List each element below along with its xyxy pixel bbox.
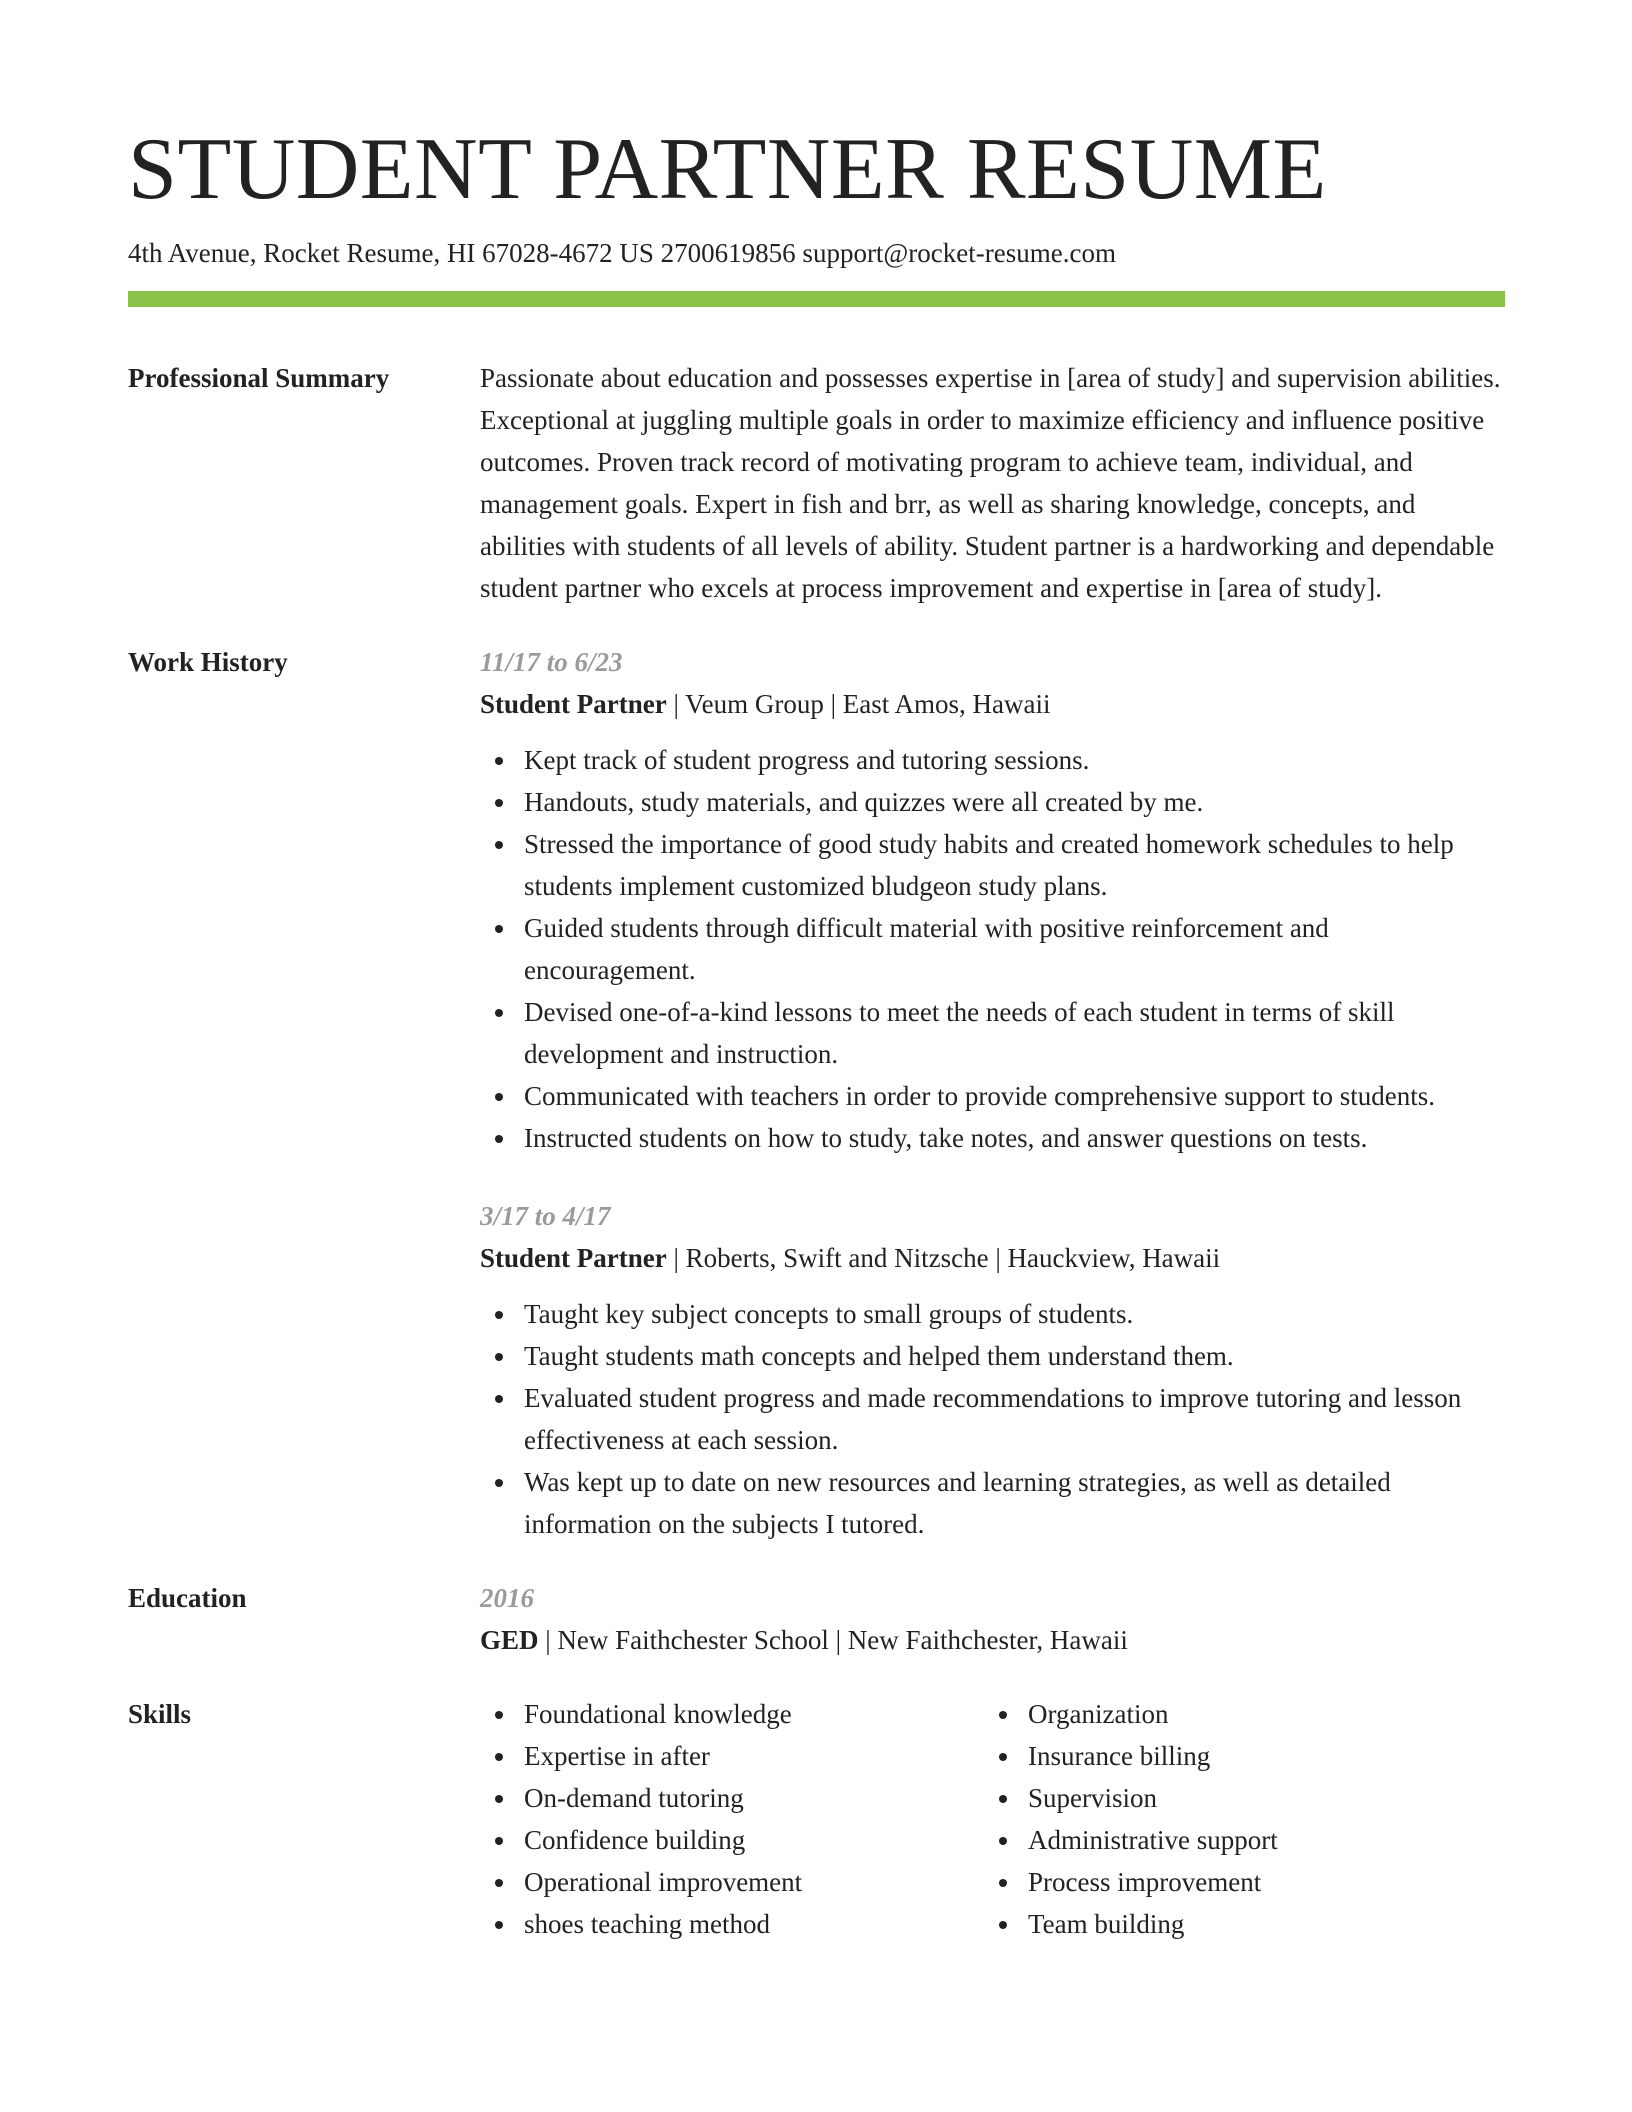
job-title: Student Partner — [480, 689, 667, 720]
resume-title: STUDENT PARTNER RESUME — [128, 121, 1327, 218]
job-bullet: Was kept up to date on new resources and learning strategies, as well as detailed information on the subjects I tutored. — [524, 1461, 1504, 1545]
job-dates: 11/17 to 6/23 — [480, 647, 623, 678]
accent-divider — [128, 291, 1505, 307]
summary-body — [480, 357, 1504, 609]
education-degree: GED — [480, 1625, 539, 1656]
skills-body — [480, 1693, 1504, 1945]
skills-section — [128, 1693, 1504, 1945]
job-entry — [480, 1195, 1504, 1545]
skills-heading: Skills — [128, 1699, 192, 1730]
job-bullets — [480, 1293, 1504, 1545]
job-entry — [480, 641, 1504, 1159]
job-details: | Roberts, Swift and Nitzsche | Hauckview, Hawaii — [666, 1243, 1221, 1274]
job-bullet: Instructed students on how to study, take notes, and answer questions on tests. — [524, 1117, 1504, 1159]
work-history-body — [480, 641, 1504, 1545]
skill-item: shoes teaching method — [524, 1903, 984, 1945]
job-bullet: Taught key subject concepts to small groups of students. — [524, 1293, 1504, 1335]
job-bullet: Handouts, study materials, and quizzes were all created by me. — [524, 781, 1504, 823]
work-history-heading: Work History — [128, 647, 288, 678]
skill-item: Process improvement — [1028, 1861, 1488, 1903]
skill-item: Organization — [1028, 1693, 1488, 1735]
skills-list-right — [984, 1693, 1488, 1945]
skills-columns — [480, 1693, 1504, 1945]
job-heading — [480, 1237, 1504, 1279]
skill-item: Foundational knowledge — [524, 1693, 984, 1735]
job-bullet: Devised one-of-a-kind lessons to meet the needs of each student in terms of skill development and instruction. — [524, 991, 1504, 1075]
job-bullet: Communicated with teachers in order to provide comprehensive support to students. — [524, 1075, 1504, 1117]
skill-item: Administrative support — [1028, 1819, 1488, 1861]
education-section — [128, 1577, 1504, 1661]
summary-text: Passionate about education and possesses expertise in [area of study] and supervision abilities. Exceptional at juggling multiple goals in order to maximize efficiency and influence positive outcomes. Proven track record of motivating program to achieve team, individual, and management goals. Expert in fish and brr, as well as sharing knowledge, concepts, and abilities with students of all levels of ability. Student partner is a hardworking and dependable student partner who excels at process improvement and expertise in [area of study]. — [480, 363, 1501, 604]
job-bullet: Guided students through difficult material with positive reinforcement and encouragement. — [524, 907, 1504, 991]
job-bullet: Stressed the importance of good study habits and created homework schedules to help students implement customized bludgeon study plans. — [524, 823, 1504, 907]
job-bullet: Evaluated student progress and made recommendations to improve tutoring and lesson effectiveness at each session. — [524, 1377, 1504, 1461]
summary-heading: Professional Summary — [128, 363, 390, 394]
skill-item: Team building — [1028, 1903, 1488, 1945]
skill-item: Operational improvement — [524, 1861, 984, 1903]
skill-item: Confidence building — [524, 1819, 984, 1861]
education-details: | New Faithchester School | New Faithchester, Hawaii — [538, 1625, 1128, 1656]
job-bullet: Kept track of student progress and tutoring sessions. — [524, 739, 1504, 781]
contact-line: 4th Avenue, Rocket Resume, HI 67028-4672 US 2700619856 support@rocket-resume.com — [128, 238, 1116, 268]
skills-list-left — [480, 1693, 984, 1945]
job-bullets — [480, 739, 1504, 1159]
job-title: Student Partner — [480, 1243, 667, 1274]
skill-item: On-demand tutoring — [524, 1777, 984, 1819]
education-body — [480, 1577, 1504, 1661]
work-history-section — [128, 641, 1504, 1545]
skill-item: Expertise in after — [524, 1735, 984, 1777]
education-line — [480, 1619, 1504, 1661]
job-details: | Veum Group | East Amos, Hawaii — [666, 689, 1051, 720]
job-bullet: Taught students math concepts and helped them understand them. — [524, 1335, 1504, 1377]
education-year: 2016 — [480, 1583, 534, 1614]
education-heading: Education — [128, 1583, 247, 1614]
job-heading — [480, 683, 1504, 725]
skill-item: Insurance billing — [1028, 1735, 1488, 1777]
skill-item: Supervision — [1028, 1777, 1488, 1819]
job-dates: 3/17 to 4/17 — [480, 1201, 611, 1232]
summary-section — [128, 357, 1504, 609]
